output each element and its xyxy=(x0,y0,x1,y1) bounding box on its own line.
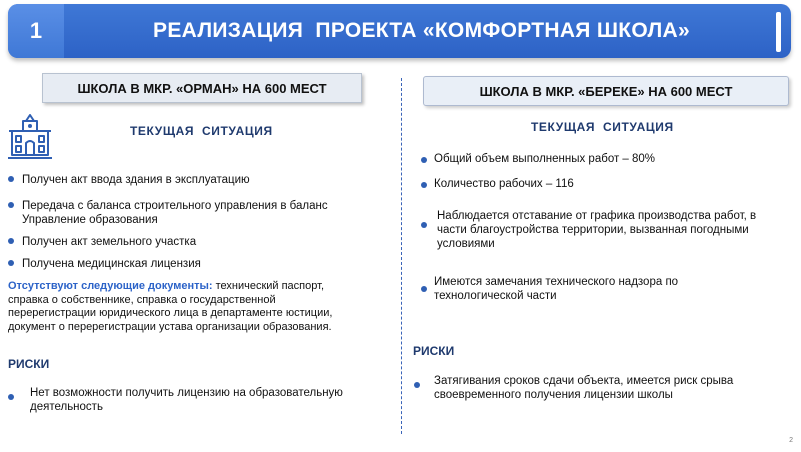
school-building-icon xyxy=(6,111,54,161)
bullet-icon xyxy=(8,394,14,400)
missing-documents-label: Отсутствуют следующие документы: xyxy=(8,280,213,292)
slide-title: РЕАЛИЗАЦИЯ ПРОЕКТА «КОМФОРТНАЯ ШКОЛА» xyxy=(153,19,690,42)
right-item-2: Количество рабочих – 116 xyxy=(434,178,574,190)
school-orman-title: ШКОЛА В МКР. «ОРМАН» НА 600 МЕСТ xyxy=(42,73,362,103)
title-banner xyxy=(8,4,791,58)
left-item-4: Получена медицинская лицензия xyxy=(22,258,201,270)
bullet-icon xyxy=(8,260,14,266)
left-situation-heading: ТЕКУЩАЯ СИТУАЦИЯ xyxy=(130,124,273,138)
right-situation-heading: ТЕКУЩАЯ СИТУАЦИЯ xyxy=(531,120,674,134)
bullet-icon xyxy=(421,222,427,228)
column-divider xyxy=(401,78,402,434)
right-item-1: Общий объем выполненных работ – 80% xyxy=(434,153,656,165)
bullet-icon xyxy=(8,238,14,244)
left-item-2: Передача с баланса строительного управления в баланс Управление образования xyxy=(22,200,328,226)
bullet-icon xyxy=(421,157,427,163)
right-item-3: Наблюдается отставание от графика производства работ, в части благоустройства территории, вызванная погодными условиями xyxy=(437,210,757,250)
bullet-icon xyxy=(421,286,427,292)
bullet-icon xyxy=(8,176,14,182)
bullet-icon xyxy=(421,182,427,188)
slide-number: 1 xyxy=(8,4,64,58)
left-item-3: Получен акт земельного участка xyxy=(22,236,197,248)
right-risk-1: Затягивания сроков сдачи объекта, имеется риск срыва своевременного получения лицензии школы xyxy=(434,375,734,401)
bullet-icon xyxy=(8,202,14,208)
left-item-1: Получен акт ввода здания в эксплуатацию xyxy=(22,174,250,186)
page-number: 2 xyxy=(789,437,793,444)
right-risks-heading: РИСКИ xyxy=(413,344,455,358)
school-bereke-title: ШКОЛА В МКР. «БЕРЕКЕ» НА 600 МЕСТ xyxy=(423,76,789,106)
missing-documents-text: технический паспорт, справка о собственнике, справка о государственной перерегистрации юридического лица в департаменте юстиции, документ о перерегистрации устава организации образования. xyxy=(8,280,333,333)
missing-documents-note xyxy=(8,280,358,334)
banner-accent-bar xyxy=(776,12,781,52)
left-risk-1: Нет возможности получить лицензию на образовательную деятельность xyxy=(30,387,343,413)
right-item-4: Имеются замечания технического надзора по технологической части xyxy=(434,276,679,302)
left-risks-heading: РИСКИ xyxy=(8,357,50,371)
bullet-icon xyxy=(414,382,420,388)
